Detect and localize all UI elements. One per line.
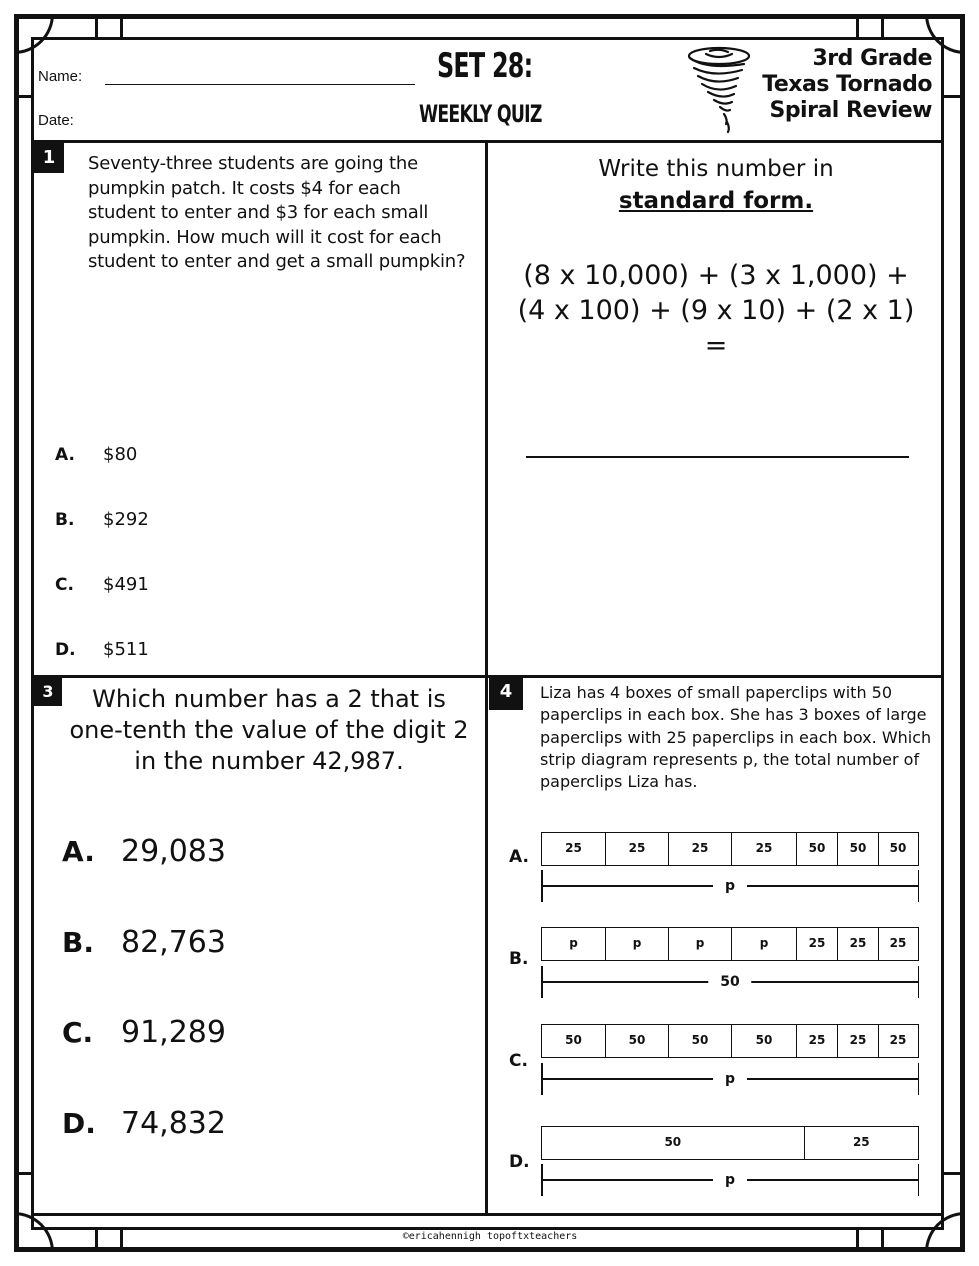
strip-diagram-d[interactable]: [541, 1126, 919, 1160]
grade-line-2: Texas Tornado: [762, 72, 932, 97]
row-divider: [31, 675, 944, 678]
footer-credit: ©ericahennigh topoftxteachers: [402, 1231, 578, 1242]
strip-segment: 25: [797, 1025, 838, 1057]
q3-choice-d[interactable]: [62, 1106, 226, 1141]
question-number-badge: 4: [489, 678, 523, 710]
strip-segment: p: [542, 928, 606, 960]
choice-value: 29,083: [121, 834, 226, 869]
q1-choice-c[interactable]: [55, 574, 149, 595]
quiz-subtitle: WEEKLY QUIZ: [419, 100, 542, 128]
choice-letter: A.: [62, 835, 95, 868]
option-letter: C.: [509, 1051, 528, 1071]
answer-line[interactable]: [526, 456, 909, 458]
total-label: p: [713, 1168, 747, 1192]
strip-segment: 25: [669, 833, 732, 865]
frame-tick: [120, 1230, 123, 1248]
frame-tick: [944, 95, 960, 98]
strip-segment: 25: [838, 1025, 879, 1057]
question-2-instruction: Write this number in: [598, 156, 834, 182]
total-label: p: [713, 874, 747, 898]
choice-value: $80: [103, 444, 138, 465]
choice-letter: B.: [62, 926, 94, 959]
total-bracket: [541, 1063, 919, 1095]
frame-tick: [881, 1230, 884, 1248]
strip-segment: 25: [838, 928, 879, 960]
strip-segment: 25: [542, 833, 606, 865]
choice-letter: D.: [55, 640, 76, 660]
frame-tick: [944, 1172, 960, 1175]
q1-choice-b[interactable]: [55, 509, 149, 530]
frame-tick: [95, 1230, 98, 1248]
question-4-text: Liza has 4 boxes of small paperclips with 50 paperclips in each box. She has 3 boxes of large paperclips with 25 paperclips in each box. Which strip diagram represents p, the total number of paperclips Liza has.: [540, 683, 932, 792]
choice-value: $511: [103, 639, 149, 660]
q3-choice-b[interactable]: [62, 925, 226, 960]
date-label: Date:: [38, 112, 74, 129]
frame-tick: [19, 95, 31, 98]
q1-choice-a[interactable]: [55, 444, 137, 465]
question-3-text: Which number has a 2 that is one-tenth the value of the digit 2 in the number 42,987.: [69, 685, 469, 775]
frame-tick: [856, 19, 859, 37]
grade-line-3: Spiral Review: [769, 98, 932, 123]
choice-value: 74,832: [121, 1106, 226, 1141]
choice-value: $491: [103, 574, 149, 595]
question-2-emphasis: standard form.: [618, 188, 814, 214]
strip-segment: 50: [669, 1025, 732, 1057]
question-2-expression: (8 x 10,000) + (3 x 1,000) + (4 x 100) + (9 x 10) + (2 x 1) =: [517, 260, 915, 361]
strip-diagram-b[interactable]: [541, 927, 919, 961]
strip-segment: 50: [889, 841, 907, 855]
grade-title: [740, 46, 932, 124]
strip-segment: 25: [889, 936, 907, 950]
strip-segment: 50: [542, 1127, 805, 1159]
total-bracket: [541, 1164, 919, 1196]
strip-segment: p: [669, 928, 732, 960]
choice-letter: B.: [55, 510, 75, 530]
choice-letter: D.: [62, 1107, 96, 1140]
grade-line-1: 3rd Grade: [812, 46, 932, 71]
strip-segment: 50: [838, 833, 879, 865]
strip-diagram-c[interactable]: [541, 1024, 919, 1058]
strip-segment: 50: [606, 1025, 669, 1057]
frame-tick: [881, 19, 884, 37]
footer-divider: [31, 1213, 944, 1216]
strip-segment: 50: [732, 1025, 797, 1057]
choice-letter: A.: [55, 445, 75, 465]
option-letter: A.: [509, 847, 529, 867]
strip-segment: 25: [797, 928, 838, 960]
set-title: SET 28:: [437, 46, 533, 86]
q1-choice-d[interactable]: [55, 639, 149, 660]
strip-segment: 25: [889, 1033, 907, 1047]
choice-letter: C.: [55, 575, 74, 595]
name-label: Name:: [38, 68, 83, 85]
frame-tick: [95, 19, 98, 37]
q3-choice-a[interactable]: [62, 834, 226, 869]
total-label: p: [713, 1067, 747, 1091]
choice-letter: C.: [62, 1016, 94, 1049]
frame-tick: [856, 1230, 859, 1248]
total-bracket: [541, 870, 919, 902]
total-label: 50: [708, 970, 751, 994]
frame-tick: [19, 1172, 31, 1175]
question-1-text: Seventy-three students are going the pumpkin patch. It costs $4 for each student to enter and $3 for each small pumpkin. How much will it cost for each student to enter and get a small pumpkin?: [88, 153, 466, 272]
name-field[interactable]: [105, 84, 415, 85]
strip-segment: 50: [542, 1025, 606, 1057]
q3-choice-c[interactable]: [62, 1015, 226, 1050]
strip-diagram-a[interactable]: [541, 832, 919, 866]
strip-segment: p: [732, 928, 797, 960]
strip-segment: 25: [852, 1135, 870, 1149]
choice-value: 91,289: [121, 1015, 226, 1050]
strip-segment: 25: [732, 833, 797, 865]
choice-value: $292: [103, 509, 149, 530]
option-letter: D.: [509, 1152, 530, 1172]
strip-segment: p: [606, 928, 669, 960]
question-number-badge: 1: [34, 143, 64, 173]
frame-tick: [120, 19, 123, 37]
strip-segment: 25: [606, 833, 669, 865]
strip-segment: 50: [797, 833, 838, 865]
question-number-badge: 3: [34, 678, 62, 706]
total-bracket: [541, 966, 919, 998]
choice-value: 82,763: [121, 925, 226, 960]
option-letter: B.: [509, 949, 529, 969]
